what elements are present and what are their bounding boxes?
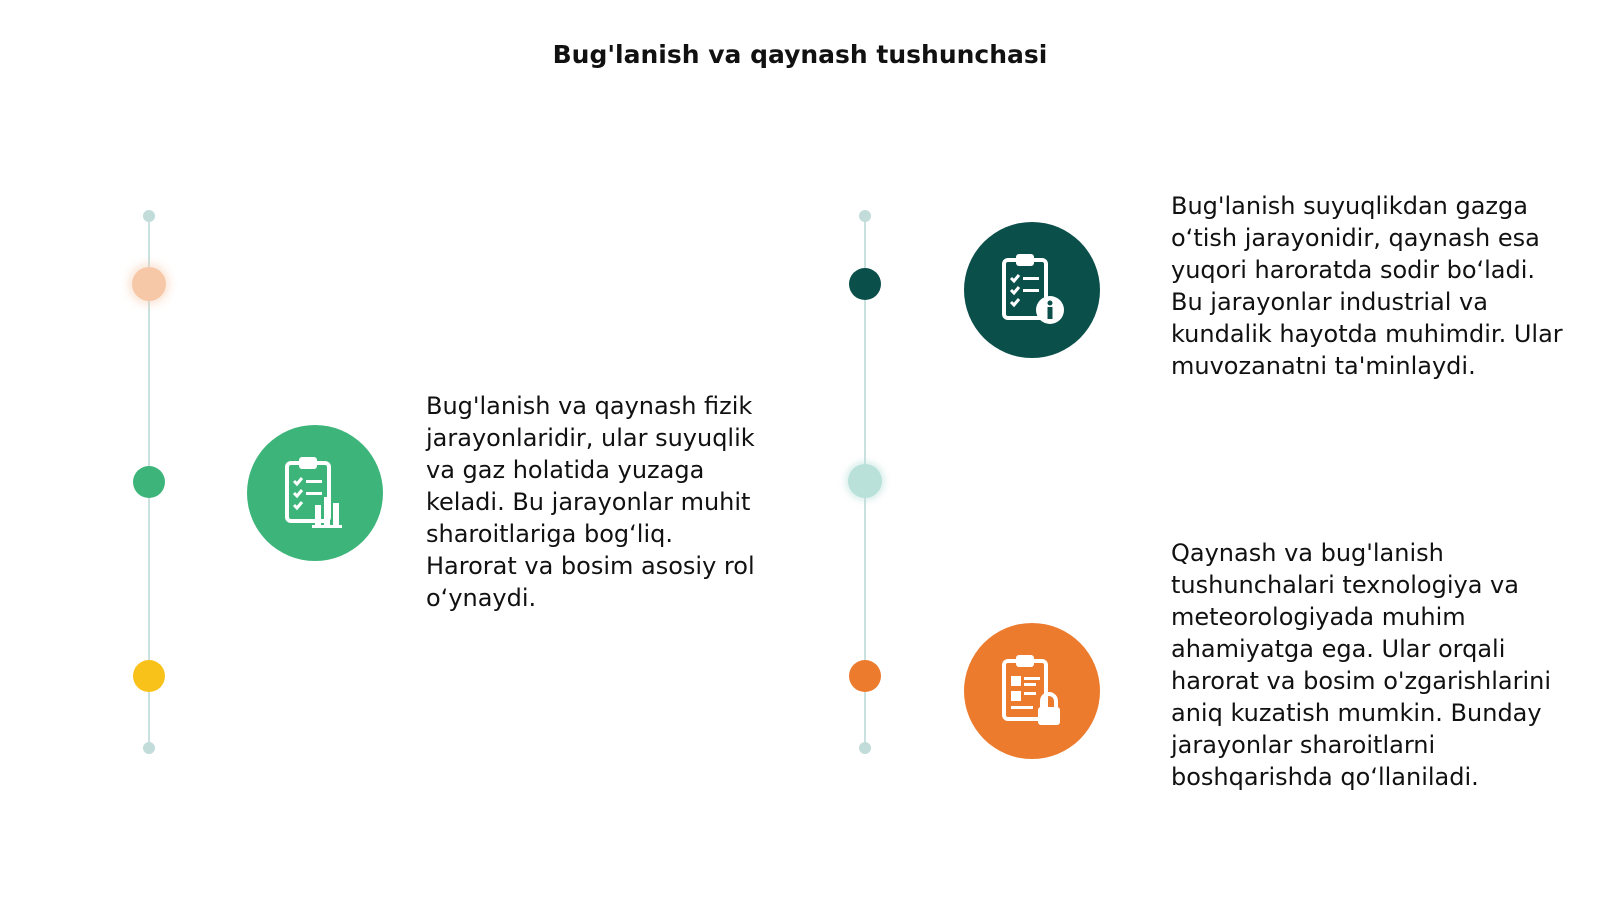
clipboard-info-icon [992,250,1072,330]
timeline-dot-orange [849,660,881,692]
clipboard-lock-icon [992,651,1072,731]
timeline-dot-green [133,466,165,498]
timeline-dot-yellow [133,660,165,692]
icon-circle-green [247,425,383,561]
timeline-dot-peach [132,267,166,301]
timeline-end-cap [143,742,155,754]
timeline-end-cap [859,742,871,754]
timeline-left [137,210,161,760]
timeline-right [853,210,877,760]
timeline-start-cap [143,210,155,222]
clipboard-chart-icon [275,453,355,533]
item-text-1: Bug'lanish va qaynash fizik jarayonlaridir, ular suyuqlik va gaz holatida yuzaga keladi. Bu jarayonlar muhit sharoitlariga bog‘liq. Harorat va bosim asosiy rol o‘ynaydi. [426,392,755,612]
timeline-start-cap [859,210,871,222]
item-text-3: Qaynash va bug'lanish tushunchalari texnologiya va meteorologiyada muhim ahamiyatga ega. Ular orqali harorat va bosim o'zgarishlarini aniq kuzatish mumkin. Bunday jarayonlar sharoitlarni boshqarishda qo‘llaniladi. [1171,539,1552,791]
item-text-2: Bug'lanish suyuqlikdan gazga o‘tish jarayonidir, qaynash esa yuqori haroratda sodir bo‘ladi. Bu jarayonlar industrial va kundalik hayotda muhimdir. Ular muvozanatni ta'minlaydi. [1171,192,1563,380]
timeline-dot-light-teal [848,464,882,498]
icon-circle-dark-teal [964,222,1100,358]
page-title: Bug'lanish va qaynash tushunchasi [552,40,1048,69]
timeline-dot-dark-teal [849,268,881,300]
icon-circle-orange [964,623,1100,759]
